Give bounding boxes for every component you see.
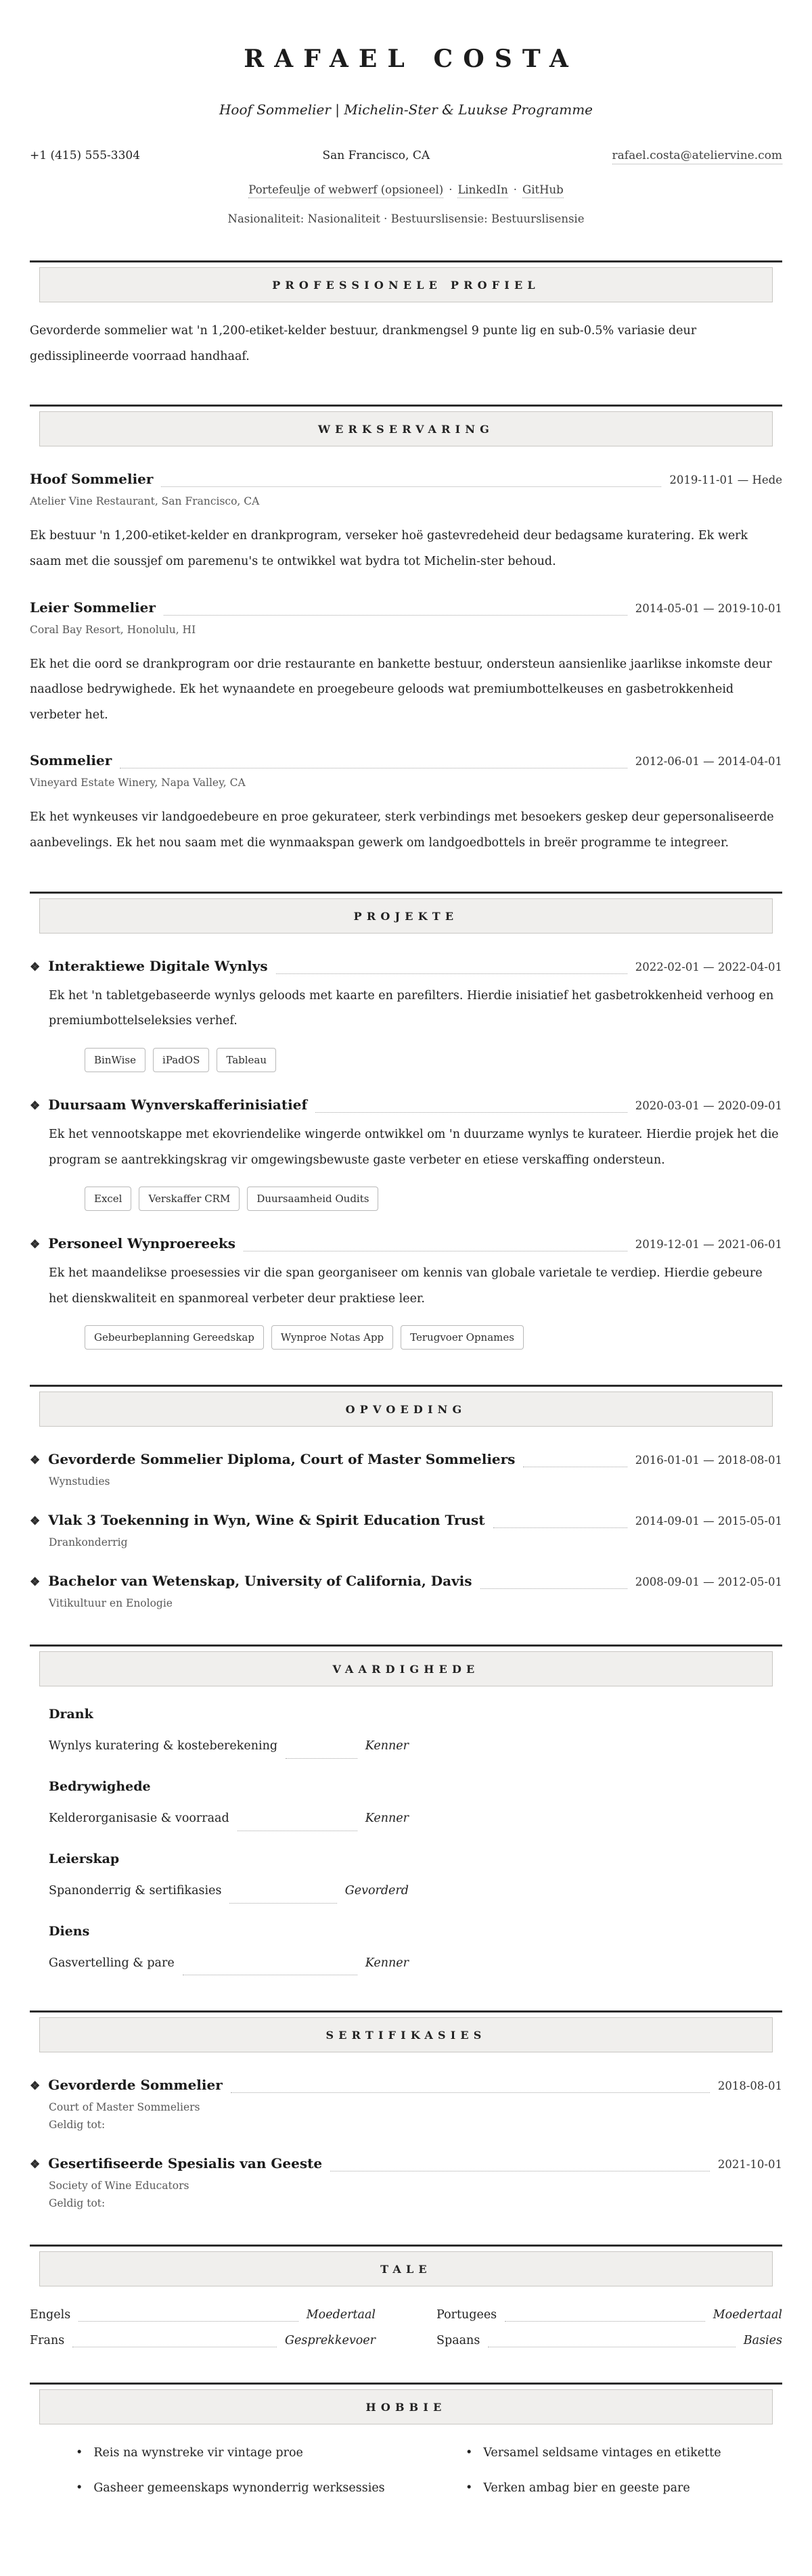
certification-date: 2018-08-01	[717, 2079, 782, 2093]
dotted-leader	[78, 2316, 298, 2322]
education-header	[30, 1573, 782, 1589]
project-name: ❖ Interaktiewe Digitale Wynlys	[30, 957, 268, 974]
section-title-projects: PROJEKTE	[39, 898, 773, 934]
dotted-leader	[244, 1246, 627, 1251]
linkedin-link[interactable]: LinkedIn	[457, 183, 508, 198]
diamond-icon: ❖	[30, 2079, 41, 2094]
tag: Tableau	[217, 1048, 276, 1072]
certification-name: ❖ Gesertifiseerde Spesialis van Geeste	[30, 2155, 323, 2172]
hobbies-grid	[30, 2431, 782, 2501]
skill-name: Gasvertelling & pare	[49, 1956, 175, 1970]
portfolio-link[interactable]: Portefeulje of webwerf (opsioneel)	[248, 183, 443, 198]
tag: BinWise	[85, 1048, 145, 1072]
project-tags	[85, 1187, 782, 1211]
skill-level: Kenner	[365, 1739, 409, 1753]
tag: iPadOS	[153, 1048, 209, 1072]
resume-page	[0, 45, 812, 2549]
education-degree: ❖ Gevorderde Sommelier Diploma, Court of Master Sommeliers	[30, 1451, 516, 1468]
dotted-leader	[523, 1462, 627, 1467]
language-name: Frans	[30, 2334, 65, 2348]
tag: Terugvoer Opnames	[401, 1325, 524, 1350]
hobby-list-right	[420, 2431, 782, 2501]
education-field: Wynstudies	[49, 1475, 110, 1488]
job-role: Hoof Sommelier	[30, 471, 154, 488]
dotted-leader	[276, 969, 627, 974]
dotted-leader	[238, 1826, 357, 1831]
dotted-leader	[164, 610, 627, 616]
section-education	[30, 1385, 782, 1609]
project-dates: 2022-02-01 — 2022-04-01	[635, 960, 782, 973]
tag: Verskaffer CRM	[139, 1187, 240, 1211]
project-header	[30, 958, 782, 974]
job-dates: 2014-05-01 — 2019-10-01	[635, 601, 782, 615]
job-entry	[30, 752, 782, 856]
contact-row	[30, 149, 782, 164]
diamond-icon: ❖	[30, 1454, 41, 1468]
project-entry	[30, 1235, 782, 1350]
education-dates: 2008-09-01 — 2012-05-01	[635, 1576, 782, 1589]
skill-row	[49, 1879, 409, 1904]
language-name: Engels	[30, 2308, 71, 2322]
project-name: ❖ Personeel Wynproereeks	[30, 1235, 236, 1252]
dotted-leader	[488, 2342, 735, 2347]
project-description: Ek het 'n tabletgebaseerde wynlys geloods met kaarte en parefilters. Hierdie inisiatief het gasbetrokkenheid verhoog en premiumbottelseleksies verhef.	[49, 988, 774, 1028]
bullet-icon: •	[466, 2481, 473, 2495]
education-dates: 2016-01-01 — 2018-08-01	[635, 1454, 782, 1467]
education-entry	[30, 1512, 782, 1548]
job-description: Ek het die oord se drankprogram oor drie restaurante en bankette bestuur, ondersteun aansienlike jaarlikse inkomste deur naadlose bedrywighede. Ek het wynaandete en proegebeure geloods wat premiumbottelkeuses en gasbetrokkenheid verbeter het.	[30, 657, 772, 722]
project-header	[30, 1235, 782, 1251]
section-title-profile: PROFESSIONELE PROFIEL	[39, 267, 773, 302]
dotted-leader	[229, 1898, 336, 1904]
certification-entry	[30, 2155, 782, 2209]
email-link[interactable]: rafael.costa@ateliervine.com	[612, 149, 782, 164]
candidate-headline: Hoof Sommelier | Michelin-Ster & Luukse Programme	[219, 101, 593, 118]
section-languages	[30, 2245, 782, 2347]
language-name: Portugees	[436, 2308, 497, 2322]
language-level: Gesprekkevoer	[285, 2334, 376, 2348]
certification-header	[30, 2077, 782, 2093]
project-dates: 2019-12-01 — 2021-06-01	[635, 1238, 782, 1251]
job-header	[30, 599, 782, 616]
hobby-list-left	[30, 2431, 392, 2501]
section-divider	[30, 2383, 782, 2385]
diamond-icon: ❖	[30, 960, 41, 974]
certification-date: 2021-10-01	[717, 2158, 782, 2171]
dotted-leader	[315, 1107, 627, 1113]
skill-row	[49, 1951, 409, 1976]
language-row	[30, 2308, 376, 2322]
diamond-icon: ❖	[30, 1238, 41, 1252]
education-entry	[30, 1573, 782, 1609]
skill-name: Spanonderrig & sertifikasies	[49, 1883, 222, 1898]
section-title-certifications: SERTIFIKASIES	[39, 2017, 773, 2052]
job-company: Coral Bay Resort, Honolulu, HI	[30, 623, 196, 636]
tag: Excel	[85, 1187, 131, 1211]
job-entry	[30, 599, 782, 729]
tag: Duursaamheid Oudits	[247, 1187, 378, 1211]
certification-entry	[30, 2077, 782, 2131]
job-description: Ek bestuur 'n 1,200-etiket-kelder en drankprogram, verseker hoë gastevredeheid deur bedagsame kuratering. Ek werk saam met die soussjef om paremenu's te ontwikkel wat bydra tot Michelin-ster behoud.	[30, 529, 748, 568]
education-field: Vitikultuur en Enologie	[49, 1597, 173, 1610]
education-degree: ❖ Vlak 3 Toekenning in Wyn, Wine & Spirit Education Trust	[30, 1512, 485, 1529]
phone-number: +1 (415) 555-3304	[30, 149, 141, 162]
job-company: Atelier Vine Restaurant, San Francisco, CA	[30, 495, 260, 508]
bullet-icon: •	[466, 2446, 473, 2460]
certification-header	[30, 2155, 782, 2171]
certification-issuer: Court of Master Sommeliers	[49, 2101, 200, 2114]
github-link[interactable]: GitHub	[522, 183, 564, 198]
section-certifications	[30, 2010, 782, 2209]
candidate-name: RAFAEL COSTA	[244, 45, 579, 73]
project-header	[30, 1097, 782, 1113]
nationality-license-row: Nasionaliteit: Nasionaliteit · Bestuurslisensie: Bestuurslisensie	[227, 212, 585, 225]
certification-valid-label: Geldig tot:	[49, 2119, 106, 2132]
language-level: Moedertaal	[306, 2308, 376, 2322]
diamond-icon: ❖	[30, 1515, 41, 1529]
skill-row	[49, 1734, 409, 1759]
job-header	[30, 471, 782, 487]
certification-name: ❖ Gevorderde Sommelier	[30, 2077, 223, 2094]
diamond-icon: ❖	[30, 1099, 41, 1113]
profile-text: Gevorderde sommelier wat 'n 1,200-etiket-kelder bestuur, drankmengsel 9 punte lig en sub-0.5% variasie deur gedissiplineerde voorraad handhaaf.	[30, 324, 697, 363]
project-tags	[85, 1048, 782, 1072]
diamond-icon: ❖	[30, 2158, 41, 2172]
section-title-hobbies: HOBBIE	[39, 2389, 773, 2424]
project-description: Ek het vennootskappe met ekovriendelike wingerde ontwikkel om 'n duurzame wynlys te kurateer. Hierdie projek het die program se aantrekkingskrag vir omgewingsbewuste gaste verbeter en etiese verskaffing ondersteun.	[49, 1127, 779, 1167]
diamond-icon: ❖	[30, 1576, 41, 1590]
section-divider	[30, 1385, 782, 1387]
language-level: Moedertaal	[713, 2308, 782, 2322]
dotted-leader	[480, 1584, 627, 1589]
job-entry	[30, 471, 782, 574]
job-role: Sommelier	[30, 752, 112, 769]
education-dates: 2014-09-01 — 2015-05-01	[635, 1515, 782, 1528]
section-title-languages: TALE	[39, 2251, 773, 2286]
job-company: Vineyard Estate Winery, Napa Valley, CA	[30, 777, 246, 789]
skill-category: Bedrywighede	[49, 1779, 151, 1795]
dotted-leader	[330, 2166, 710, 2171]
dotted-leader	[72, 2342, 277, 2347]
section-experience	[30, 405, 782, 856]
section-hobbies	[30, 2383, 782, 2501]
language-name: Spaans	[436, 2334, 480, 2348]
language-row	[436, 2334, 782, 2347]
dotted-leader	[505, 2316, 705, 2322]
project-entry	[30, 1097, 782, 1211]
project-tags	[85, 1325, 782, 1350]
section-divider	[30, 2010, 782, 2013]
skill-name: Wynlys kuratering & kosteberekening	[49, 1739, 278, 1753]
job-dates: 2012-06-01 — 2014-04-01	[635, 755, 782, 768]
section-skills	[30, 1644, 782, 1975]
bullet-icon: •	[76, 2481, 83, 2495]
education-degree: ❖ Bachelor van Wetenskap, University of California, Davis	[30, 1573, 472, 1590]
education-entry	[30, 1451, 782, 1488]
dotted-leader	[231, 2088, 710, 2093]
skill-category: Drank	[49, 1707, 93, 1722]
tag: Wynproe Notas App	[271, 1325, 393, 1350]
skill-level: Gevorderd	[344, 1883, 409, 1898]
skill-level: Kenner	[365, 1956, 409, 1970]
section-divider	[30, 892, 782, 894]
project-dates: 2020-03-01 — 2020-09-01	[635, 1099, 782, 1112]
skill-category: Diens	[49, 1923, 90, 1939]
hobby-item: • Gasheer gemeenskaps wynonderrig werksessies	[76, 2476, 392, 2502]
certification-valid-label: Geldig tot:	[49, 2197, 106, 2210]
education-header	[30, 1451, 782, 1467]
project-name: ❖ Duursaam Wynverskafferinisiatief	[30, 1096, 308, 1113]
section-divider	[30, 405, 782, 407]
skill-row	[49, 1806, 409, 1831]
section-divider	[30, 2245, 782, 2247]
language-level: Basies	[743, 2334, 782, 2348]
hobby-item: • Verken ambag bier en geeste pare	[466, 2476, 782, 2502]
section-profile	[30, 260, 782, 369]
section-title-education: OPVOEDING	[39, 1392, 773, 1427]
tag: Gebeurbeplanning Gereedskap	[85, 1325, 264, 1350]
section-divider	[30, 260, 782, 262]
dotted-leader	[286, 1753, 357, 1759]
education-header	[30, 1512, 782, 1528]
languages-grid	[30, 2296, 782, 2347]
hobby-item: • Reis na wynstreke vir vintage proe	[76, 2441, 392, 2466]
skill-level: Kenner	[365, 1812, 409, 1826]
section-title-experience: WERKSERVARING	[39, 411, 773, 446]
project-entry	[30, 958, 782, 1072]
hobby-item: • Versamel seldsame vintages en etikette	[466, 2441, 782, 2466]
location-text: San Francisco, CA	[322, 149, 430, 162]
language-row	[436, 2308, 782, 2322]
job-header	[30, 752, 782, 768]
certification-issuer: Society of Wine Educators	[49, 2180, 189, 2192]
dotted-leader	[183, 1970, 357, 1975]
bullet-icon: •	[76, 2446, 83, 2460]
project-description: Ek het maandelikse proesessies vir die span georganiseer om kennis van globale varietale te verdiep. Hierdie gebeure het dienskwaliteit en spanmoreal verbeter deur praktiese leer.	[49, 1266, 763, 1306]
links-row	[30, 183, 782, 196]
section-title-skills: VAARDIGHEDE	[39, 1651, 773, 1686]
section-divider	[30, 1644, 782, 1647]
dotted-leader	[120, 763, 627, 768]
dotted-leader	[493, 1523, 627, 1528]
job-description: Ek het wynkeuses vir landgoedebeure en proe gekurateer, sterk verbindings met besoekers geskep deur gepersonaliseerde aanbevelings. Ek het nou saam met die wynmaakspan gewerk om landgoedbottels in breër programme te integreer.	[30, 810, 774, 850]
job-role: Leier Sommelier	[30, 599, 156, 616]
job-dates: 2019-11-01 — Hede	[669, 474, 782, 487]
dot-separator: ·	[449, 183, 453, 196]
dot-separator: ·	[513, 183, 518, 196]
education-field: Drankonderrig	[49, 1536, 128, 1549]
section-projects	[30, 892, 782, 1350]
skill-category: Leierskap	[49, 1851, 120, 1866]
language-row	[30, 2334, 376, 2347]
dotted-leader	[161, 482, 661, 487]
skill-name: Kelderorganisasie & voorraad	[49, 1812, 229, 1826]
